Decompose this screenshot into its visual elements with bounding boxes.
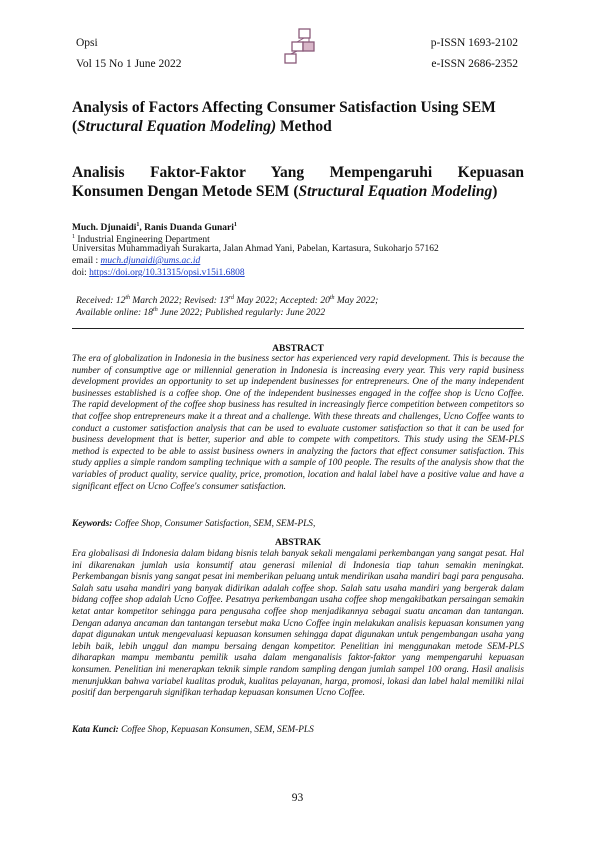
accepted-sup: th — [329, 295, 335, 301]
accepted-date: May 2022; Accepted: 20 — [233, 296, 330, 307]
keywords-text: Coffee Shop, Consumer Satisfaction, SEM, SEM-PLS, — [112, 519, 316, 529]
title-english — [72, 98, 524, 136]
page-number: 93 — [291, 792, 304, 804]
p-issn: p-ISSN 1693-2102 — [430, 37, 518, 49]
email-link[interactable]: much.djunaidi@ums.ac.id — [100, 256, 201, 266]
kata-kunci-text: Coffee Shop, Kepuasan Konsumen, SEM, SEM-PLS — [118, 725, 314, 735]
kata-kunci-label: Kata Kunci: — [72, 725, 119, 735]
affiliation-department: Industrial Engineering Department — [75, 235, 210, 246]
doi-label: doi: — [72, 268, 90, 278]
abstract-body: The era of globalization in Indonesia in the business sector has experienced very rapid development. This is because the number of consumptive age or millennial generation in Indonesia is increasing every year. This very rapid business development provides an opportunity to set up independent businesses for entrepreneurs. One of the many independent businesses established is a coffee shop. One of the independent businesses engaged in the coffee shop is Ucno Coffee. The rapid development of the coffee shop business has resulted in increasingly fierce competition between competitors so that coffee shop entrepreneurs make it a threat and a challenge. With these threats and challenges, Ucno Coffee wants to conduct a customer satisfaction analysis that can be used to evaluate customer satisfaction so that it can be used for business development that is better, superior and able to compete with competitors. This study using the SEM-PLS method is expected to be able to assist business owners in analyzing the factors that effect consumer satisfaction. This study applies a simple random sampling technique with a sample of 100 people. The results of the analysis show that the variables of product quality, service quality, price, promotion, location and halal label have a positive value and have a significant effect on Ucno Coffee's consumer satisfaction. — [72, 354, 524, 492]
e-issn: e-ISSN 2686-2352 — [431, 58, 518, 70]
title-english-part1: Analysis of Factors Affecting Consumer Satisfaction Using SEM ( — [72, 99, 496, 135]
title-indonesian-italic: Structural Equation Modeling — [298, 183, 493, 200]
email-line — [72, 255, 200, 267]
abstract-heading: ABSTRACT — [272, 344, 324, 354]
title-english-italic: Structural Equation Modeling) — [77, 118, 277, 135]
journal-name: Opsi — [76, 37, 98, 49]
abstrak-heading: ABSTRAK — [275, 538, 321, 548]
email-label: email : — [72, 256, 101, 266]
revised-sup: rd — [228, 295, 234, 301]
affiliation-sup: 1 — [72, 234, 75, 240]
online-date: Available online: 18 — [76, 308, 154, 319]
title-english-part2: Method — [276, 118, 332, 135]
journal-logo — [282, 28, 316, 64]
title-indonesian-line2b: ) — [492, 183, 498, 200]
author-1: Much. Djunaidi — [72, 223, 137, 234]
accepted-rest: May 2022; — [334, 296, 379, 307]
kata-kunci-line — [72, 725, 524, 735]
author-2: Ranis Duanda Gunari — [144, 223, 234, 234]
received-sup: th — [125, 295, 130, 301]
journal-volume: Vol 15 No 1 June 2022 — [76, 58, 182, 70]
university-address: Universitas Muhammadiyah Surakarta, Jalan Ahmad Yani, Pabelan, Kartasura, Sukoharjo 57162 — [72, 244, 439, 254]
title-indonesian-line1: Analisis Faktor-Faktor Yang Mempengaruhi Kepuasan — [72, 164, 524, 181]
doi-link[interactable]: https://doi.org/10.31315/opsi.v15i1.6808 — [89, 268, 245, 278]
title-indonesian-line2a: Konsumen Dengan Metode SEM ( — [72, 183, 299, 200]
online-dates — [76, 304, 325, 319]
received-date: Received: 12 — [76, 296, 126, 307]
author-1-affil-sup: 1 — [136, 222, 140, 228]
published-date: June 2022; Published regularly: June 2022 — [157, 308, 326, 319]
divider-line — [72, 328, 524, 329]
doi-line — [72, 267, 245, 279]
keywords-line — [72, 519, 524, 529]
author-separator: , — [139, 223, 145, 234]
keywords-label: Keywords: — [72, 519, 113, 529]
revised-date: March 2022; Revised: 13 — [130, 296, 229, 307]
online-sup: th — [153, 307, 158, 313]
abstrak-body: Era globalisasi di Indonesia dalam bidang bisnis telah banyak sekali mengalami perkembangan yang sangat pesat. Hal ini dikarenakan jumlah usia konsumtif atau generasi milenial di Indonesia tiap tahun semakin meningkat. Perkembangan bisnis yang sangat pesat ini memberikan peluang untuk mendirikan usaha mandiri bagi para pengusaha. Salah satu usaha mandiri yang banyak didirikan adalah coffee shop. Salah satu usaha mandiri yang bergerak dalam bidang coffee shop adalah Ucno Coffee. Pesatnya perkembangan usaha coffee shop mengakibatkan persaingan semakin ketat antar kompetitor sehingga para pengusaha coffee shop menjadikannya sebagai suatu ancaman dan tantangan. Dengan adanya ancaman dan tantangan tersebut maka Ucno Coffee ingin melakukan analisis kepuasan konsumen yang dapat digunakan untuk mengevaluasi kepuasan konsumen sehingga dapat digunakan untuk pengembangan usaha yang lebih baik, lebih unggul dan mampu bersaing dengan kompetitor. Penelitian ini menggunakan metode SEM-PLS diharapkan mampu membantu pemilik usaha dalam menganalisis faktor-faktor yang mempengaruhi kepuasan konsumen. Penelitian ini menerapkan teknik simple random sampling dengan jumlah sampel 100 orang. Hasil analisis menunjukkan bahwa variabel kualitas produk, kualitas pelayanan, harga, promosi, lokasi dan label halal memiliki nilai positif dan berpengaruh signifikan terhadap kepuasan konsumen Ucno Coffee. — [72, 549, 524, 699]
author-2-affil-sup: 1 — [233, 222, 237, 228]
title-indonesian — [72, 163, 524, 201]
